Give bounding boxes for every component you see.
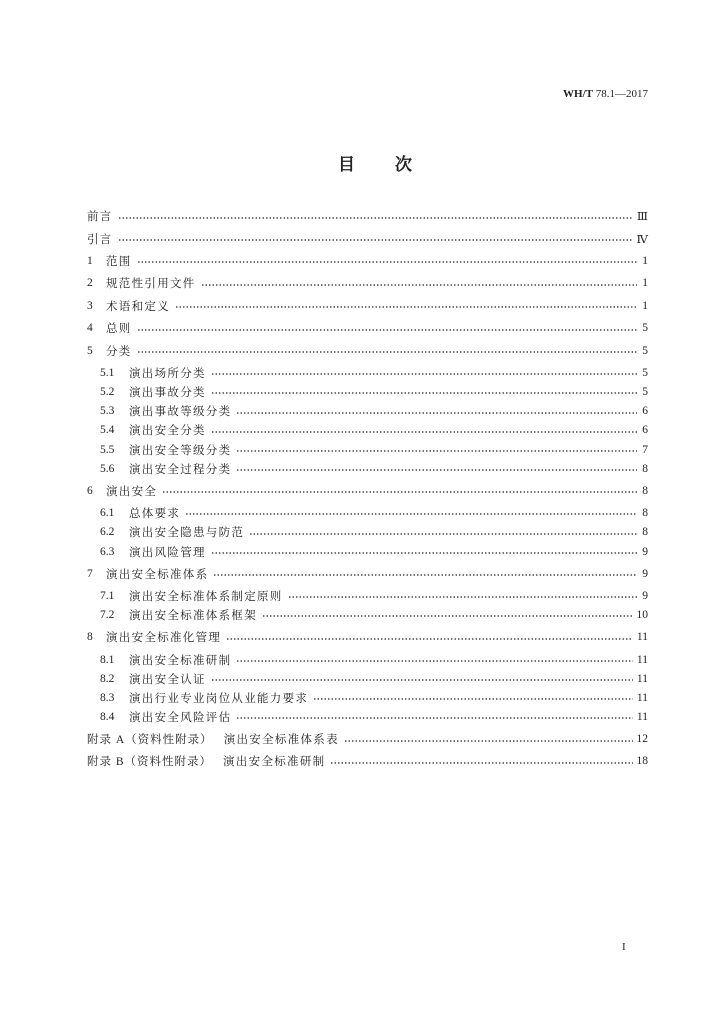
toc-subentry-page: 7 xyxy=(642,443,648,456)
standard-number: 78.1—2017 xyxy=(595,88,648,100)
toc-entry-number: 5 xyxy=(87,344,93,357)
toc-entry-label: 前言 xyxy=(87,211,113,224)
toc-entry xyxy=(87,562,648,584)
leader-dots xyxy=(236,459,637,478)
leader-dots xyxy=(262,606,633,625)
toc-subentry-label: 演出安全隐患与防范 xyxy=(129,527,245,540)
toc-subsection-group xyxy=(87,502,648,562)
standard-code: WH/T xyxy=(563,88,593,100)
leader-dots xyxy=(288,586,637,605)
appendix-designation: 附录 B（资料性附录） xyxy=(87,756,213,769)
toc-subentry xyxy=(87,504,648,523)
toc-subentry xyxy=(87,669,648,688)
appendix-designation: 附录 A（资料性附录） xyxy=(87,734,213,747)
toc-entry-label: 规范性引用文件 xyxy=(106,278,196,291)
toc-subentry-page: 6 xyxy=(642,405,648,418)
toc-subentry-page: 11 xyxy=(636,653,648,666)
toc-subentry-label: 演出安全标准体系框架 xyxy=(129,610,257,623)
toc-subentry-label: 演出安全等级分类 xyxy=(129,444,232,457)
leader-dots xyxy=(344,728,633,750)
toc-entry-label: 分类 xyxy=(106,345,132,358)
toc-subentry-number: 6.2 xyxy=(100,526,115,539)
toc-subentry xyxy=(87,650,648,669)
toc-subentry-number: 5.1 xyxy=(100,366,115,379)
leader-dots xyxy=(211,669,633,688)
toc-subentry-label: 演出安全过程分类 xyxy=(129,463,232,476)
toc-entry xyxy=(87,272,648,294)
toc-entry-page: 12 xyxy=(636,733,648,746)
toc-entry-number: 4 xyxy=(87,322,93,335)
toc-subentry-page: 11 xyxy=(636,691,648,704)
table-of-contents xyxy=(87,205,648,773)
toc-subentry-number: 5.4 xyxy=(100,424,115,437)
toc-subentry-page: 5 xyxy=(642,366,648,379)
toc-entry-appendix-a xyxy=(87,728,648,750)
toc-entry-page: 18 xyxy=(636,755,648,768)
toc-subentry-page: 6 xyxy=(642,424,648,437)
toc-subentry xyxy=(87,606,648,625)
leader-dots xyxy=(185,504,637,523)
toc-entry-number: 7 xyxy=(87,567,93,580)
toc-subsection-group xyxy=(87,585,648,626)
toc-subsection-group xyxy=(87,362,648,480)
toc-subentry xyxy=(87,707,648,726)
toc-subentry-label: 演出安全标准体系制定原则 xyxy=(129,590,283,603)
toc-subentry-number: 7.1 xyxy=(100,589,115,602)
toc-entry-label: 演出安全标准研制 xyxy=(223,756,326,769)
toc-subentry-number: 8.2 xyxy=(100,672,115,685)
toc-subentry-label: 演出安全标准研制 xyxy=(129,654,232,667)
leader-dots xyxy=(236,650,633,669)
toc-subentry xyxy=(87,459,648,478)
leader-dots xyxy=(211,542,637,561)
toc-subentry-page: 8 xyxy=(642,462,648,475)
toc-subentry-page: 8 xyxy=(642,526,648,539)
toc-entry-page: 1 xyxy=(642,299,648,312)
leader-dots xyxy=(330,750,632,772)
toc-entry-page: 5 xyxy=(642,344,648,357)
toc-entry xyxy=(87,295,648,317)
toc-entry-label: 范围 xyxy=(106,255,132,268)
leader-dots xyxy=(211,421,637,440)
leader-dots xyxy=(213,562,637,584)
toc-entry-foreword xyxy=(87,205,648,227)
leader-dots xyxy=(236,402,637,421)
toc-entry-page: Ⅳ xyxy=(636,233,648,246)
page-number-footer: I xyxy=(622,941,626,953)
toc-subentry-page: 9 xyxy=(642,589,648,602)
toc-subentry-label: 演出事故等级分类 xyxy=(129,406,232,419)
toc-subentry-number: 5.6 xyxy=(100,462,115,475)
toc-subentry-page: 9 xyxy=(642,545,648,558)
toc-entry-page: 1 xyxy=(642,277,648,290)
toc-entry-page: 8 xyxy=(642,484,648,497)
toc-entry xyxy=(87,480,648,502)
toc-subentry-number: 8.3 xyxy=(100,691,115,704)
toc-subentry xyxy=(87,440,648,459)
toc-entry xyxy=(87,317,648,339)
toc-entry-label: 演出安全标准化管理 xyxy=(106,632,222,645)
toc-subentry xyxy=(87,586,648,605)
toc-entry xyxy=(87,250,648,272)
toc-subentry-page: 5 xyxy=(642,386,648,399)
toc-entry-number: 6 xyxy=(87,484,93,497)
toc-entry-label: 引言 xyxy=(87,233,113,246)
toc-entry xyxy=(87,626,648,648)
toc-subentry-page: 11 xyxy=(636,672,648,685)
toc-subentry-label: 演出风险管理 xyxy=(129,546,206,559)
toc-subentry-label: 演出安全风险评估 xyxy=(129,712,232,725)
leader-dots xyxy=(137,339,637,361)
leader-dots xyxy=(137,317,637,339)
leader-dots xyxy=(201,272,637,294)
toc-subentry-label: 演出安全分类 xyxy=(129,425,206,438)
leader-dots xyxy=(118,205,633,227)
leader-dots xyxy=(313,688,633,707)
toc-subentry-number: 8.4 xyxy=(100,711,115,724)
page-title: 目 次 xyxy=(338,155,424,174)
toc-subentry-number: 6.1 xyxy=(100,507,115,520)
leader-dots xyxy=(175,295,637,317)
toc-entry-label: 演出安全标准体系 xyxy=(106,568,209,581)
toc-subentry-page: 11 xyxy=(636,711,648,724)
toc-entry-page: 11 xyxy=(636,631,648,644)
toc-entry-number: 1 xyxy=(87,254,93,267)
toc-entry xyxy=(87,339,648,361)
leader-dots xyxy=(211,383,637,402)
toc-subentry xyxy=(87,383,648,402)
toc-entry-number: 8 xyxy=(87,631,93,644)
toc-entry-label: 演出安全 xyxy=(106,485,158,498)
toc-entry-page: 5 xyxy=(642,322,648,335)
toc-subentry xyxy=(87,402,648,421)
toc-subentry xyxy=(87,363,648,382)
leader-dots xyxy=(226,626,633,648)
toc-subentry-label: 总体要求 xyxy=(129,508,181,521)
toc-subentry-label: 演出行业专业岗位从业能力要求 xyxy=(129,692,309,705)
toc-entry-introduction xyxy=(87,227,648,249)
toc-subentry xyxy=(87,523,648,542)
toc-subentry-number: 5.3 xyxy=(100,405,115,418)
toc-entry-label: 术语和定义 xyxy=(106,300,170,313)
leader-dots xyxy=(118,227,633,249)
toc-entry-page: 9 xyxy=(642,567,648,580)
toc-entry-number: 3 xyxy=(87,299,93,312)
toc-subentry-number: 5.2 xyxy=(100,386,115,399)
toc-entry-page: 1 xyxy=(642,254,648,267)
toc-entry-label: 总则 xyxy=(106,323,132,336)
toc-subsection-group xyxy=(87,648,648,728)
toc-entry-number: 2 xyxy=(87,277,93,290)
leader-dots xyxy=(162,480,637,502)
leader-dots xyxy=(249,523,637,542)
toc-entry-label: 演出安全标准体系表 xyxy=(223,734,339,747)
leader-dots xyxy=(211,363,637,382)
toc-subentry-label: 演出事故分类 xyxy=(129,387,206,400)
toc-subentry-label: 演出场所分类 xyxy=(129,367,206,380)
standard-number-header xyxy=(563,88,648,100)
toc-subentry-number: 7.2 xyxy=(100,609,115,622)
toc-entry-appendix-b xyxy=(87,750,648,772)
toc-subentry-label: 演出安全认证 xyxy=(129,673,206,686)
toc-subentry-page: 8 xyxy=(642,507,648,520)
toc-subentry-number: 6.3 xyxy=(100,545,115,558)
toc-subentry-number: 8.1 xyxy=(100,653,115,666)
toc-entry-page: Ⅲ xyxy=(636,211,648,224)
toc-subentry-page: 10 xyxy=(636,609,648,622)
toc-subentry-number: 5.5 xyxy=(100,443,115,456)
leader-dots xyxy=(236,707,633,726)
toc-subentry xyxy=(87,421,648,440)
leader-dots xyxy=(137,250,637,272)
leader-dots xyxy=(236,440,637,459)
toc-subentry xyxy=(87,542,648,561)
toc-subentry xyxy=(87,688,648,707)
